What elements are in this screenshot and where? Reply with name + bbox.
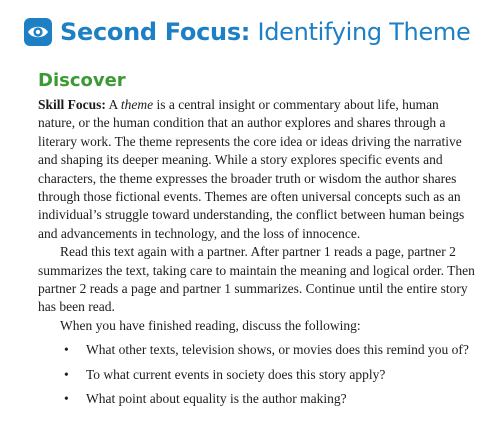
skill-focus-paragraph [38, 96, 478, 243]
page-header [24, 18, 470, 46]
bullet-icon: • [64, 342, 69, 358]
list-item [38, 390, 478, 408]
bullet-icon: • [64, 366, 69, 382]
finished-paragraph: When you have finished reading, discuss the following: [60, 317, 361, 333]
title-topic: Identifying Theme [257, 18, 471, 46]
skill-text-part-1: A [105, 97, 121, 112]
page-title [60, 18, 470, 46]
body-text [38, 96, 478, 415]
title-focus-label: Second Focus: [60, 18, 251, 46]
eye-icon [24, 18, 52, 46]
list-item [38, 366, 478, 384]
question-text: To what current events in society does this story apply? [86, 366, 386, 382]
bullet-icon: • [64, 391, 69, 407]
section-heading: Discover [38, 70, 126, 91]
question-text: What point about equality is the author making? [86, 391, 347, 407]
partner-paragraph: Read this text again with a partner. After partner 1 reads a page, partner 2 summarizes the text, taking care to maintain the meaning and logical order. Then partner 2 reads a page and partner 1 summarizes. Continue until the entire story has been read. [38, 244, 475, 315]
skill-focus-label: Skill Focus: [38, 97, 106, 112]
skill-text-part-2: is a central insight or commentary about life, human nature, or the human condition that an author explores and shares through a literary work. The theme represents the core idea or ideas driving the narrative and shaping its deeper meaning. While a story explores specific events and characters, the theme expresses the broader truth or wisdom the author shares through those fictional events. Themes are often universal concepts such as an individual’s struggle toward understanding, the conflict between human beings and advancements in technology, and the loss of innocence. [38, 97, 465, 241]
discussion-questions [38, 341, 478, 408]
question-text: What other texts, television shows, or movies does this remind you of? [86, 342, 469, 358]
list-item [38, 341, 478, 359]
skill-term: theme [120, 97, 154, 112]
